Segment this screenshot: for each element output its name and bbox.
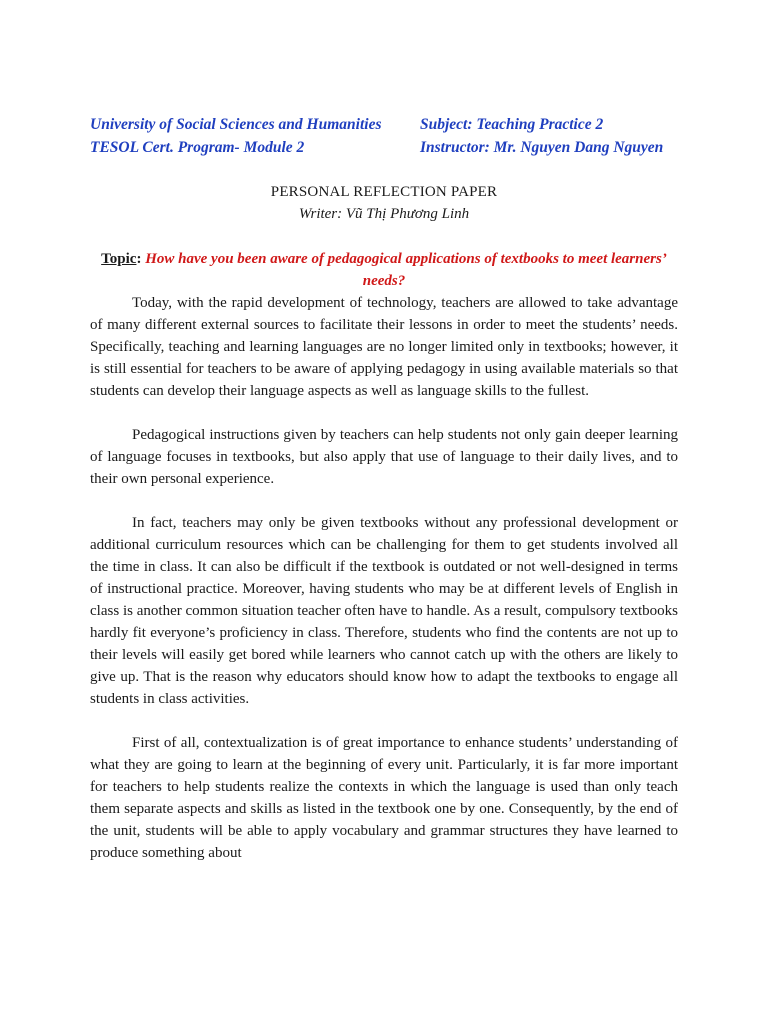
topic-line <box>90 248 678 292</box>
paper-title: PERSONAL REFLECTION PAPER <box>270 184 498 200</box>
university-name: University of Social Sciences and Humanities <box>90 116 382 133</box>
body-text <box>90 292 678 886</box>
paragraph-2: Pedagogical instructions given by teachers can help students not only gain deeper learning of language focuses in textbooks, but also apply that use of language to their daily lives, and to their own personal experience. <box>90 427 678 487</box>
program-name: TESOL Cert. Program- Module 2 <box>90 139 305 156</box>
instructor-label: Instructor: Mr. Nguyen Dang Nguyen <box>420 139 664 156</box>
topic-label: Topic <box>101 251 137 267</box>
paragraph-4: First of all, contextualization is of great importance to enhance students’ understanding of what they are going to learn at the beginning of every unit. Particularly, it is far more important for teachers to help students realize the contexts in which the language is used than only teach them separate aspects and skills as listed in the textbook one by one. Consequently, by the end of the unit, students will be able to apply vocabulary and grammar structures they have learned to produce something about <box>90 735 678 861</box>
paragraph-3: In fact, teachers may only be given textbooks without any professional development or additional curriculum resources which can be challenging for them to get students involved all the time in class. It can also be difficult if the textbook is outdated or not well-designed in terms of instructional practice. Moreover, having students who may be at different levels of English in class is another common situation teacher often have to handle. As a result, compulsory textbooks hardly fit everyone’s proficiency in class. Therefore, students who find the contents are not up to their levels will easily get bored while learners who cannot catch up with the others are likely to give up. That is the reason why educators should know how to adapt the textbooks to engage all students in class activities. <box>90 515 678 707</box>
subject-label: Subject: Teaching Practice 2 <box>420 116 604 133</box>
writer-line: Writer: Vũ Thị Phương Linh <box>298 206 470 222</box>
topic-question: How have you been aware of pedagogical applications of textbooks to meet learners’ needs? <box>145 251 667 289</box>
paragraph-1: Today, with the rapid development of technology, teachers are allowed to take advantage of many different external sources to facilitate their lessons in order to meet the students’ needs. Specifically, teaching and learning languages are no longer limited only in textbooks; however, it is still essential for teachers to be aware of applying pedagogy in using available materials so that students can develop their language aspects as well as language skills to the fullest. <box>90 295 678 399</box>
topic-colon: : <box>136 251 142 267</box>
